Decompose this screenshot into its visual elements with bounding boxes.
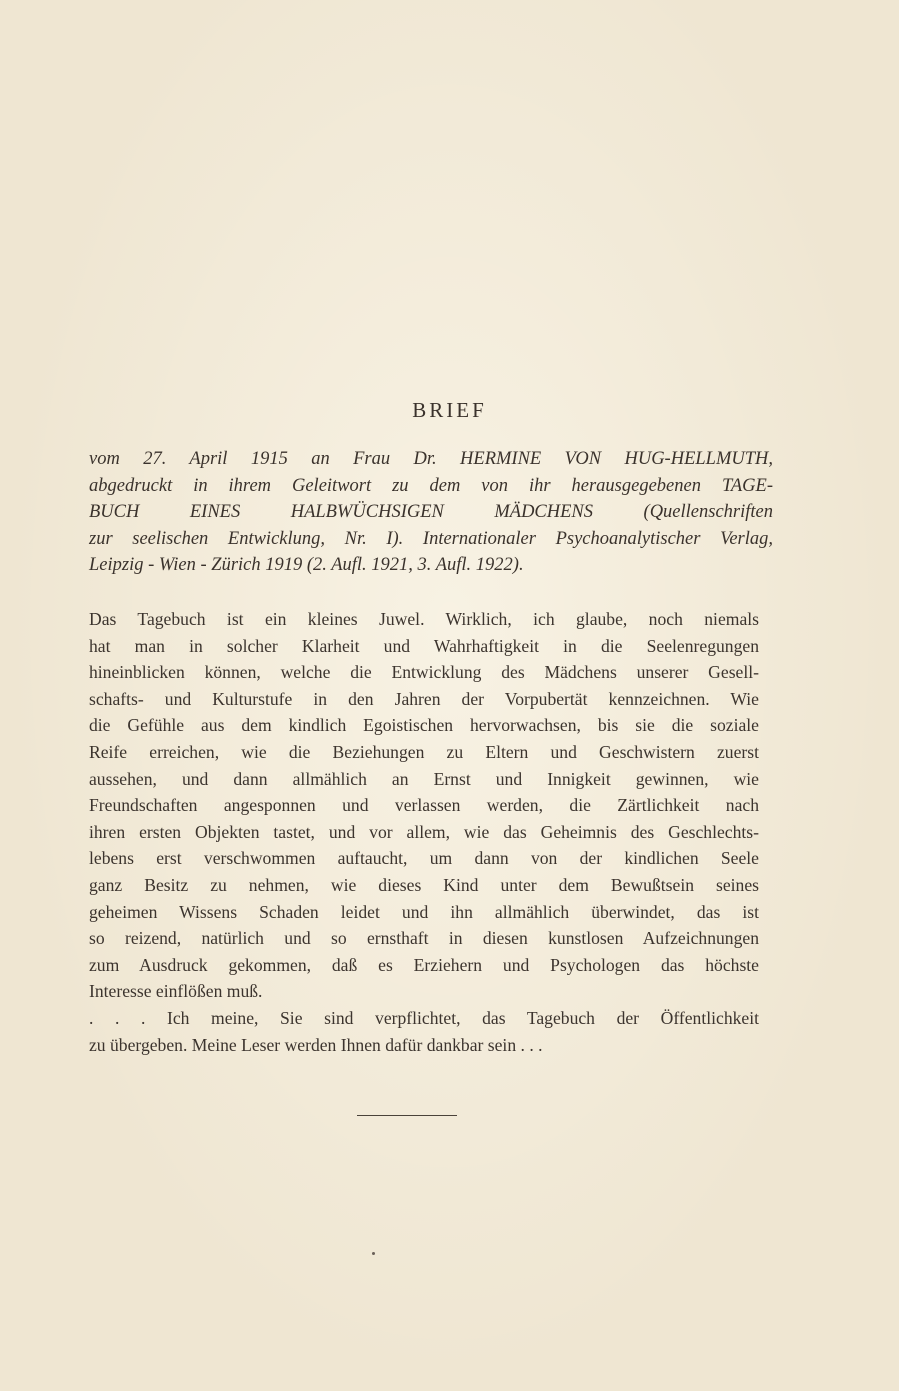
ink-speck [372,1252,375,1255]
body-line: Reife erreichen, wie die Beziehungen zu Eltern und Geschwistern zuerst [89,741,759,762]
body-line: die Gefühle aus dem kindlich Egoistischen hervorwachsen, bis sie die soziale [89,715,759,736]
body-line: zu übergeben. Meine Leser werden Ihnen dafür dankbar sein . . . [89,1034,543,1055]
letter-body [89,606,759,1058]
body-line: ganz Besitz zu nehmen, wie dieses Kind unter dem Bewußtsein seines [89,874,759,895]
body-line: Das Tagebuch ist ein kleines Juwel. Wirklich, ich glaube, noch niemals [89,609,759,629]
section-divider [357,1115,457,1116]
body-line: lebens erst verschwommen auftaucht, um dann von der kindlichen Seele [89,848,759,869]
body-line: Interesse einflößen muß. [89,981,263,1002]
body-line: . . . Ich meine, Sie sind verpflichtet, das Tagebuch der Öffentlichkeit [89,1007,759,1028]
page-title: BRIEF [412,398,487,422]
body-line: ihren ersten Objekten tastet, und vor allem, wie das Geheimnis des Geschlechts- [89,821,759,842]
subtitle-line: vom 27. April 1915 an Frau Dr. HERMINE VON HUG-HELLMUTH, [89,449,773,469]
subtitle-block [89,446,773,579]
body-line: Freundschaften angesponnen und verlassen werden, die Zärtlichkeit nach [89,795,759,816]
subtitle-line: zur seelischen Entwicklung, Nr. I). Internationaler Psychoanalytischer Verlag, [89,528,773,549]
body-line: geheimen Wissens Schaden leidet und ihn allmählich überwindet, das ist [89,901,759,922]
body-line: schafts- und Kulturstufe in den Jahren der Vorpubertät kennzeichnen. Wie [89,688,759,709]
body-line: hineinblicken können, welche die Entwicklung des Mädchens unserer Gesell- [89,662,759,683]
subtitle-line: BUCH EINES HALBWÜCHSIGEN MÄDCHENS (Quellenschriften [89,502,773,522]
body-line: so reizend, natürlich und so ernsthaft in diesen kunstlosen Aufzeichnungen [89,928,759,949]
subtitle-line: abgedruckt in ihrem Geleitwort zu dem von ihr herausgegebenen TAGE- [89,475,773,496]
subtitle-line: Leipzig - Wien - Zürich 1919 (2. Aufl. 1921, 3. Aufl. 1922). [89,555,524,575]
body-line: hat man in solcher Klarheit und Wahrhaftigkeit in die Seelenregungen [89,635,759,656]
body-line: zum Ausdruck gekommen, daß es Erziehern und Psychologen das höchste [89,954,759,975]
body-line: aussehen, und dann allmählich an Ernst und Innigkeit gewinnen, wie [89,768,759,789]
